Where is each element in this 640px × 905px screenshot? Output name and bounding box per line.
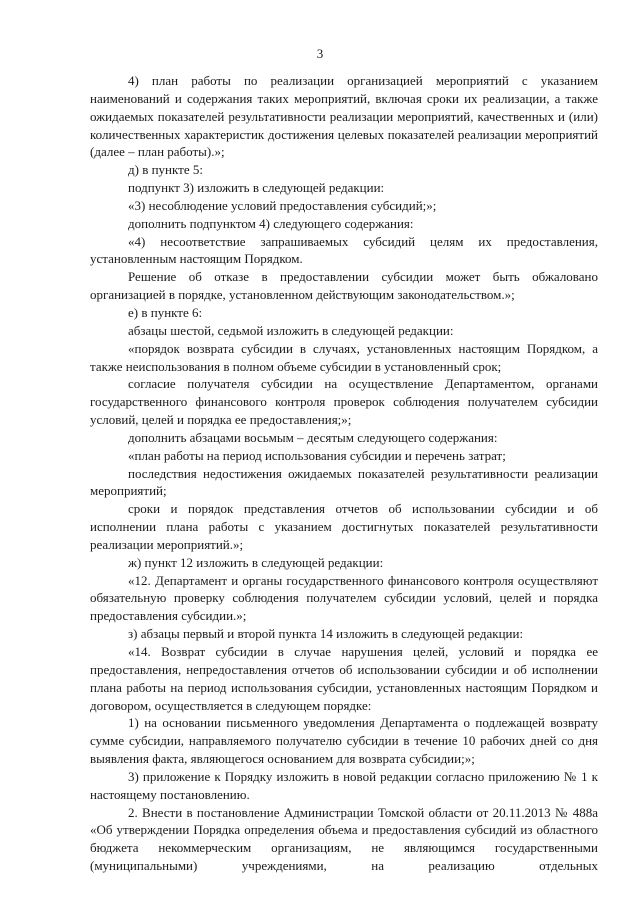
paragraph-refusal-appeal: Решение об отказе в предоставлении субсидии может быть обжаловано организацией в порядке, установленном действующим законодательством.»; — [90, 269, 598, 303]
paragraph-subitem-4-text: «4) несоответствие запрашиваемых субсидий целям их предоставления, установленным настоящим Порядком. — [90, 233, 598, 267]
paragraph-point-12: «12. Департамент и органы государственного финансового контроля осуществляют обязательную проверку соблюдения получателем субсидии условий, целей и порядка предоставления субсидии.»; — [90, 572, 598, 624]
paragraph-subitem-3-text: «3) несоблюдение условий предоставления субсидий;»; — [128, 197, 437, 213]
paragraph-reporting-terms: сроки и порядок представления отчетов об использовании субсидии и об исполнении плана работы с указанием достигнутых показателей результативности реализации мероприятий.»; — [90, 501, 598, 552]
paragraph-return-procedure: «порядок возврата субсидии в случаях, установленных настоящим Порядком, а также неиспользования в полном объеме субсидии в установленный срок; — [90, 340, 598, 374]
paragraph-section-2: 2. Внести в постановление Администрации Томской области от 20.11.2013 № 488а «Об утверждении Порядка определения объема и предоставления субсидий из областного бюджета некоммерческим организациям, не являющимся государственными (муниципальными) учреждениями, на реализацию отдельных — [90, 804, 598, 874]
paragraph-work-plan: 4) план работы по реализации организацией мероприятий с указанием наименований и содержания таких мероприятий, включая сроки их реализации, а также ожидаемых показателей результативности реализации мероприятий, качественных и (или) количественных характеристик достижения целевых показателей реализации мероприятий (далее – план работы).»; — [90, 73, 598, 160]
page-number: 3 — [316, 46, 324, 61]
paragraph-notification: 1) на основании письменного уведомления Департамента о подлежащей возврату сумме субсидии, направляемого получателю субсидии в течение 10 рабочих дней со дня выявления факта, являющегося основанием для возврата субсидии;»; — [90, 715, 598, 767]
paragraph-abz-8-10-intro: дополнить абзацами восьмым – десятым следующего содержания: — [128, 429, 498, 445]
paragraph-subitem-3-intro: подпункт 3) изложить в следующей редакции: — [128, 180, 385, 196]
paragraph-item-zh: ж) пункт 12 изложить в следующей редакции: — [128, 554, 384, 570]
paragraph-appendix: 3) приложение к Порядку изложить в новой редакции согласно приложению № 1 к настоящему постановлению. — [90, 768, 598, 802]
paragraph-item-d: д) в пункте 5: — [128, 162, 203, 178]
paragraph-work-plan-costs: «план работы на период использования субсидии и перечень затрат; — [128, 447, 506, 463]
paragraph-subitem-4-intro: дополнить подпунктом 4) следующего содержания: — [128, 215, 414, 231]
paragraph-consent: согласие получателя субсидии на осуществление Департаментом, органами государственного финансового контроля проверок соблюдения получателем субсидии условий, целей и порядка ее предоставления;»; — [90, 376, 598, 428]
paragraph-point-14: «14. Возврат субсидии в случае нарушения целей, условий и порядка ее предоставления, непредоставления отчетов об использовании субсидии и об исполнении плана работы на период использования субсидии, установленных настоящим Порядком и договором, осуществляется в следующем порядке: — [90, 644, 598, 713]
paragraph-consequences: последствия недостижения ожидаемых показателей результативности реализации мероприятий; — [90, 465, 598, 499]
paragraph-abz-6-7-intro: абзацы шестой, седьмой изложить в следующей редакции: — [128, 322, 454, 338]
document-body — [90, 72, 598, 875]
paragraph-item-e: е) в пункте 6: — [128, 304, 203, 320]
paragraph-item-z: з) абзацы первый и второй пункта 14 изложить в следующей редакции: — [128, 626, 524, 642]
